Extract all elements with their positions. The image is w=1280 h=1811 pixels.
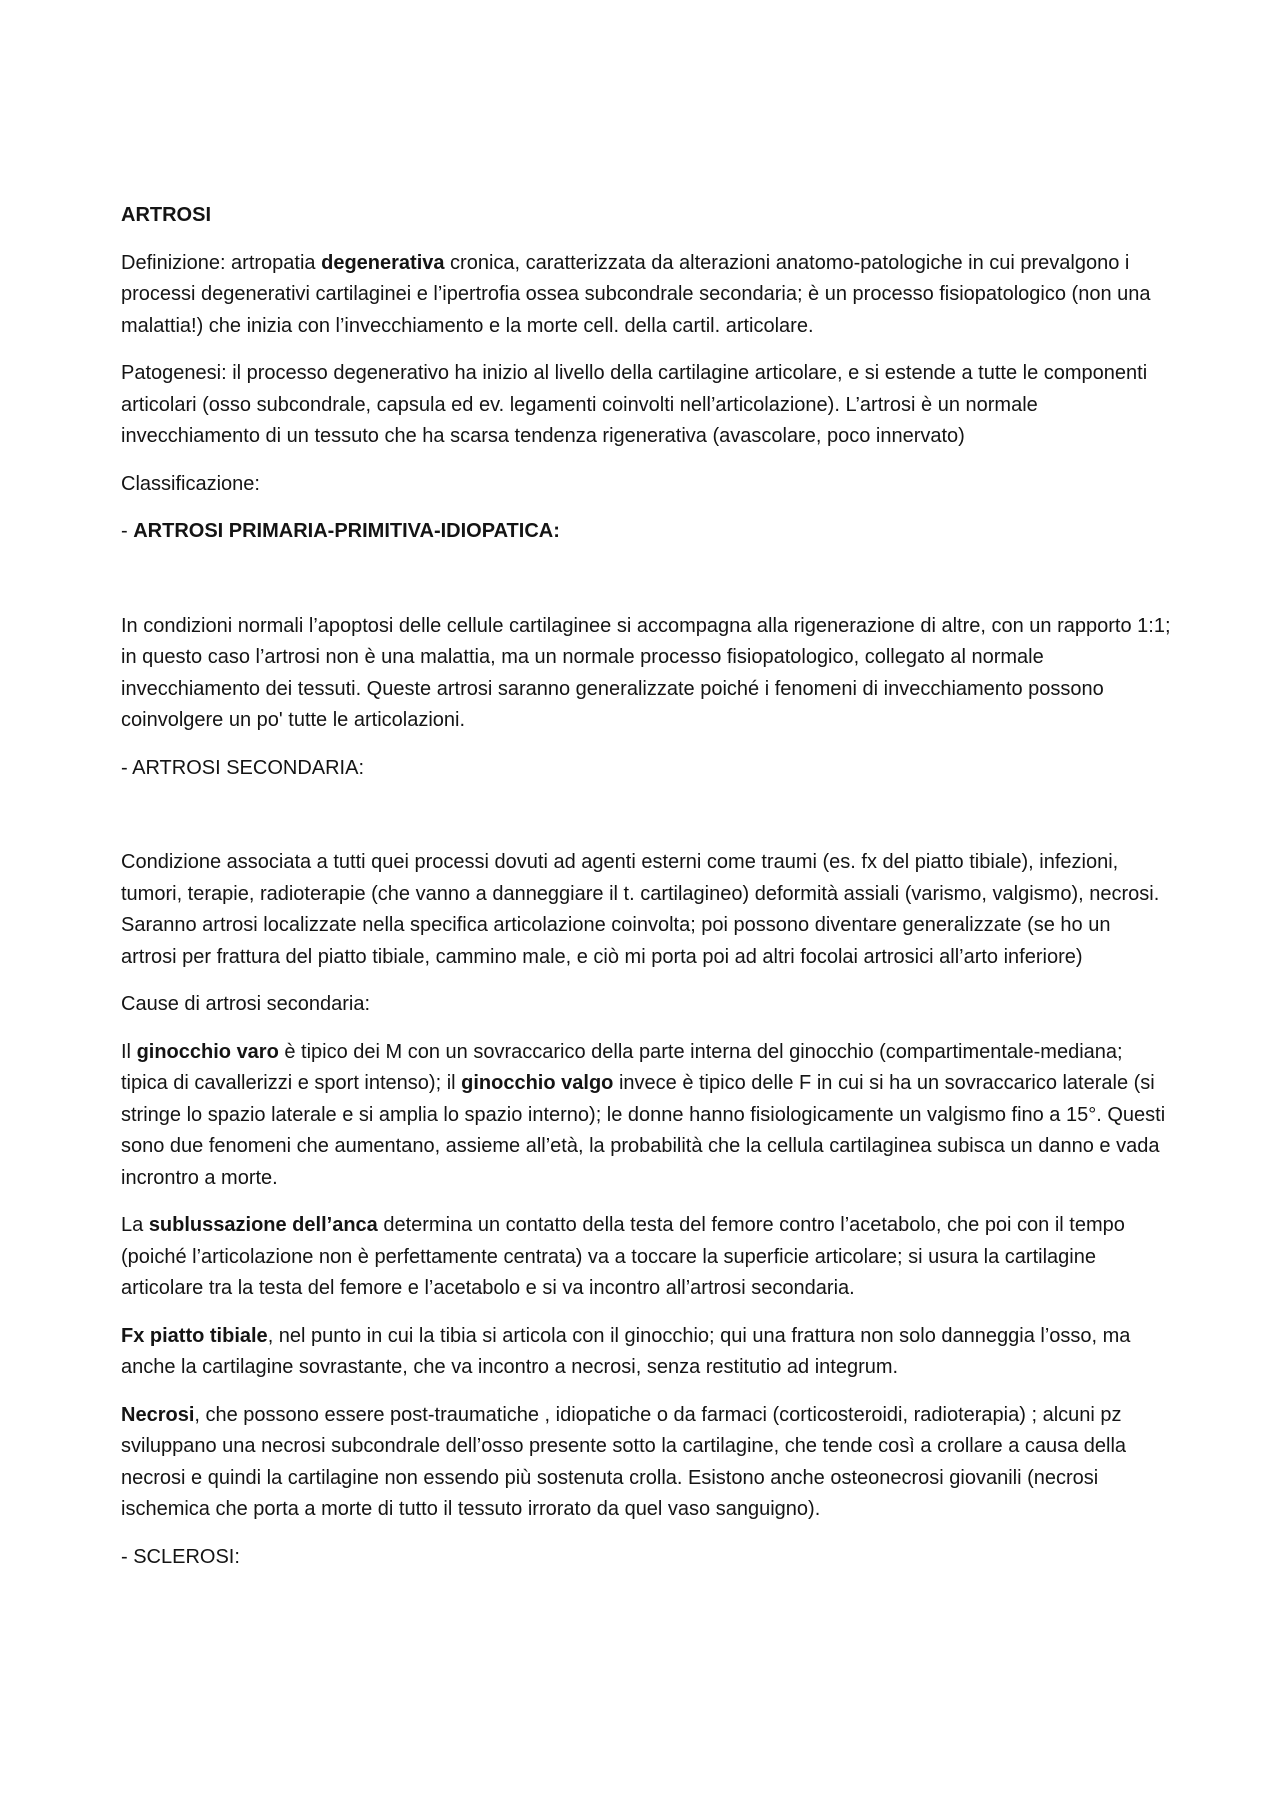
- spacer: [121, 800, 1171, 847]
- paragraph-sublussazione: [121, 1210, 1171, 1305]
- paragraph-ginocchio: [121, 1037, 1171, 1195]
- heading-sclerosi: - SCLEROSI:: [121, 1545, 240, 1568]
- necrosi-p1: , che possono essere post-traumatiche , idiopatiche o da farmaci (corticosteroidi, radioterapia) ; alcuni pz sviluppano una necrosi subcondrale dell’osso presente sotto la cartilagine, che tende così a crollare a causa della necrosi e quindi la cartilagine non essendo più sostenuta crolla. Esistono anche osteonecrosi giovanili (necrosi ischemica che porta a morte di tutto il tessuto irrorato da quel vaso sanguigno).: [121, 1403, 1127, 1520]
- paragraph-cause-label: Cause di artrosi secondaria:: [121, 993, 371, 1015]
- heading-primaria: [121, 516, 1171, 548]
- fx-bold: Fx piatto tibiale: [121, 1324, 268, 1347]
- paragraph-secondaria: Condizione associata a tutti quei processi dovuti ad agenti esterni come traumi (es. fx del piatto tibiale), infezioni, tumori, terapie, radioterapie (che vanno a danneggiare il t. cartilagineo) deformità assiali (varismo, valgismo), necrosi. Saranno artrosi localizzate nella specifica articolazione coinvolta; poi possono diventare generalizzate (se ho un artrosi per frattura del piatto tibiale, cammino male, e ciò mi porta poi ad altri focolai artrosici all’arto inferiore): [121, 851, 1160, 968]
- ginocchio-p2: è tipico dei M con un sovraccarico della parte interna del ginocchio (compartimentale-mediana; tipica di cavallerizzi e sport intenso); il: [121, 1040, 1123, 1094]
- ginocchio-p1: Il: [121, 1040, 137, 1063]
- definizione-bold: degenerativa: [321, 251, 445, 274]
- paragraph-necrosi: [121, 1400, 1171, 1526]
- definizione-suffix: cronica, caratterizzata da alterazioni anatomo-patologiche in cui prevalgono i processi degenerativi cartilaginei e l’ipertrofia ossea subcondrale secondaria; è un processo fisiopatologico (non una malattia!) che inizia con l’invecchiamento e la morte cell. della cartil. articolare.: [121, 251, 1151, 337]
- spacer: [121, 564, 1171, 611]
- sublussazione-p2: determina un contatto della testa del femore contro l’acetabolo, che poi con il tempo (poiché l’articolazione non è perfettamente centrata) va a toccare la superficie articolare; si usura la cartilagine articolare tra la testa del femore e l’acetabolo e si va incontro all’artrosi secondaria.: [121, 1214, 1125, 1299]
- document-title: ARTROSI: [121, 204, 211, 226]
- ginocchio-p3: invece è tipico delle F in cui si ha un sovraccarico laterale (si stringe lo spazio laterale e si amplia lo spazio interno); le donne hanno fisiologicamente un valgismo fino a 15°. Questi sono due fenomeni che aumentano, assieme all’età, la probabilità che la cellula cartilaginea subisca un danno e vada incrontro a morte.: [121, 1072, 1166, 1189]
- primaria-dash: -: [121, 520, 134, 542]
- necrosi-bold: Necrosi: [121, 1403, 195, 1426]
- ginocchio-valgo: ginocchio valgo: [461, 1072, 614, 1094]
- primaria-heading: ARTROSI PRIMARIA-PRIMITIVA-IDIOPATICA:: [133, 520, 560, 542]
- paragraph-fx: [121, 1321, 1171, 1384]
- heading-secondaria: - ARTROSI SECONDARIA:: [121, 756, 365, 779]
- sublussazione-p1: La: [121, 1214, 149, 1236]
- paragraph-classificazione: Classificazione:: [121, 472, 260, 495]
- fx-p1: , nel punto in cui la tibia si articola con il ginocchio; qui una frattura non solo danneggia l’osso, ma anche la cartilagine sovrastante, che va incontro a necrosi, senza restitutio ad integrum.: [121, 1324, 1131, 1378]
- paragraph-primaria: In condizioni normali l’apoptosi delle cellule cartilaginee si accompagna alla rigenerazione di altre, con un rapporto 1:1; in questo caso l’artrosi non è una malattia, ma un normale processo fisiopatologico, collegato al normale invecchiamento dei tessuti. Queste artrosi saranno generalizzate poiché i fenomeni di invecchiamento possono coinvolgere un po' tutte le articolazioni.: [121, 614, 1171, 731]
- sublussazione-bold: sublussazione dell’anca: [148, 1214, 378, 1236]
- definizione-prefix: Definizione: artropatia: [121, 251, 322, 274]
- paragraph-definizione: [121, 248, 1171, 343]
- paragraph-patogenesi: Patogenesi: il processo degenerativo ha inizio al livello della cartilagine articolare, e si estende a tutte le componenti articolari (osso subcondrale, capsula ed ev. legamenti coinvolti nell’articolazione). L’artrosi è un normale invecchiamento di un tessuto che ha scarsa tendenza rigenerativa (avascolare, poco innervato): [121, 362, 1148, 447]
- ginocchio-varo: ginocchio varo: [136, 1040, 279, 1063]
- document-page: [121, 200, 1171, 1589]
